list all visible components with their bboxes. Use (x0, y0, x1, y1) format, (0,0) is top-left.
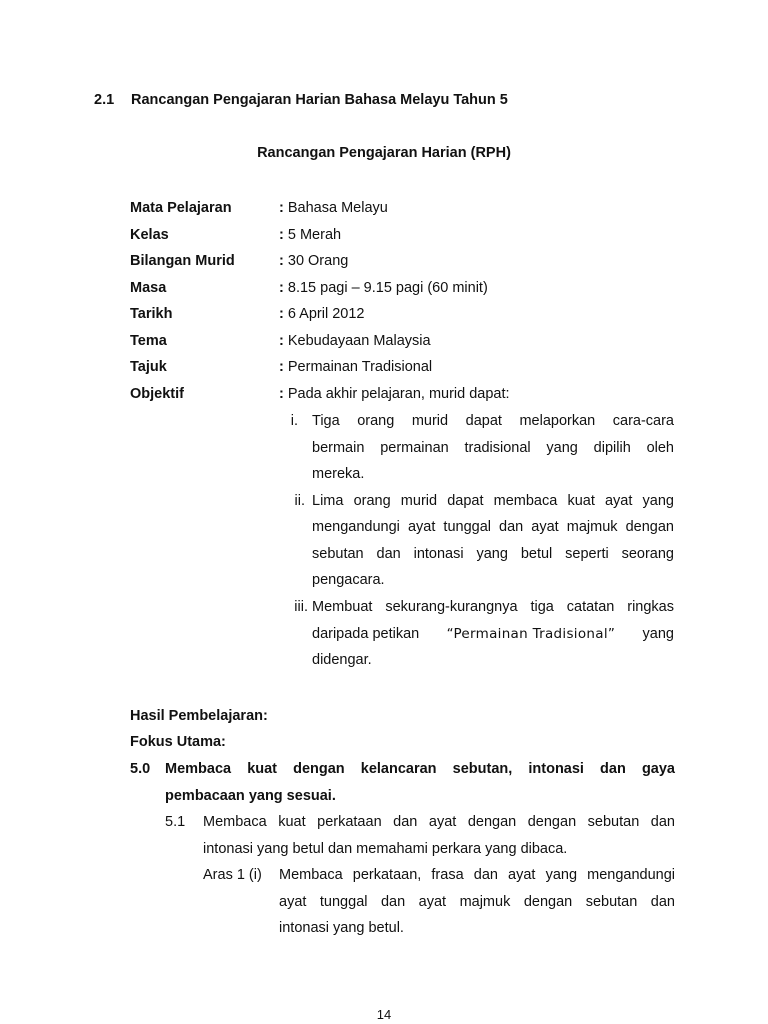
label-tema: Tema (130, 333, 167, 349)
value-tema (279, 333, 431, 349)
objective-number: i. (290, 413, 298, 429)
value-text: Kebudayaan Malaysia (287, 333, 431, 349)
colon: : (279, 306, 284, 322)
document-subtitle: Rancangan Pengajaran Harian (RPH) (257, 145, 511, 161)
aras-line: intonasi yang betul. (279, 920, 404, 936)
objective-line: didengar. (312, 652, 372, 668)
objective-line: Membuat sekurang-kurangnya tiga catatan ringkas (312, 599, 674, 615)
value-tarikh (279, 306, 364, 322)
value-masa (279, 280, 488, 296)
colon: : (279, 359, 284, 375)
colon: : (279, 200, 284, 216)
label-objektif: Objektif (130, 386, 184, 402)
sub-outcome-line: intonasi yang betul dan memahami perkara yang dibaca. (203, 841, 568, 857)
main-outcome-number: 5.0 (130, 761, 151, 777)
objective-number: iii. (294, 599, 308, 615)
value-text: Pada akhir pelajaran, murid dapat: (287, 386, 510, 402)
label-tajuk: Tajuk (130, 359, 167, 375)
value-kelas (279, 227, 341, 243)
label-bilangan-murid: Bilangan Murid (130, 253, 235, 269)
value-tajuk (279, 359, 432, 375)
section-title: Rancangan Pengajaran Harian Bahasa Melayu Tahun 5 (131, 92, 508, 108)
colon: : (279, 227, 284, 243)
value-objektif (279, 386, 510, 402)
colon: : (279, 280, 284, 296)
value-bilangan-murid (279, 253, 348, 269)
aras-line: Membaca perkataan, frasa dan ayat yang mengandungi (279, 867, 675, 883)
colon: : (279, 253, 284, 269)
hasil-pembelajaran-heading: Hasil Pembelajaran: (130, 708, 268, 724)
objective-number: ii. (294, 493, 305, 509)
value-text: Permainan Tradisional (287, 359, 433, 375)
objective-line (312, 626, 674, 642)
aras-label: Aras 1 (i) (203, 867, 262, 883)
section-number: 2.1 (94, 92, 115, 108)
quoted-title: “Permainan Tradisional” (446, 626, 616, 642)
main-outcome-line: Membaca kuat dengan kelancaran sebutan, intonasi dan gaya (165, 761, 675, 777)
value-text: 5 Merah (287, 227, 342, 243)
fokus-utama-heading: Fokus Utama: (130, 734, 226, 750)
label-tarikh: Tarikh (130, 306, 173, 322)
objective-line: mereka. (312, 466, 365, 482)
objective-line: Tiga orang murid dapat melaporkan cara-cara (312, 413, 674, 429)
value-text: 6 April 2012 (287, 306, 365, 322)
objective-line: bermain permainan tradisional yang dipilih oleh (312, 440, 674, 456)
objective-text: daripada petikan (312, 626, 420, 642)
objective-text: yang (642, 626, 674, 642)
aras-line: ayat tunggal dan ayat majmuk dengan sebutan dan (279, 894, 675, 910)
label-masa: Masa (130, 280, 167, 296)
label-kelas: Kelas (130, 227, 169, 243)
objective-line: pengacara. (312, 572, 385, 588)
label-mata-pelajaran: Mata Pelajaran (130, 200, 232, 216)
colon: : (279, 386, 284, 402)
colon: : (279, 333, 284, 349)
objective-line: mengandungi ayat tunggal dan ayat majmuk dengan (312, 519, 674, 535)
value-text: Bahasa Melayu (287, 200, 388, 216)
main-outcome-line: pembacaan yang sesuai. (165, 788, 336, 804)
objective-line: sebutan dan intonasi yang betul seperti seorang (312, 546, 674, 562)
value-text: 8.15 pagi – 9.15 pagi (60 minit) (287, 280, 488, 296)
sub-outcome-line: Membaca kuat perkataan dan ayat dengan dengan sebutan dan (203, 814, 675, 830)
sub-outcome-number: 5.1 (165, 814, 186, 830)
value-text: 30 Orang (287, 253, 349, 269)
objective-line: Lima orang murid dapat membaca kuat ayat yang (312, 493, 674, 509)
page-number: 14 (376, 1007, 392, 1022)
value-mata-pelajaran (279, 200, 388, 216)
